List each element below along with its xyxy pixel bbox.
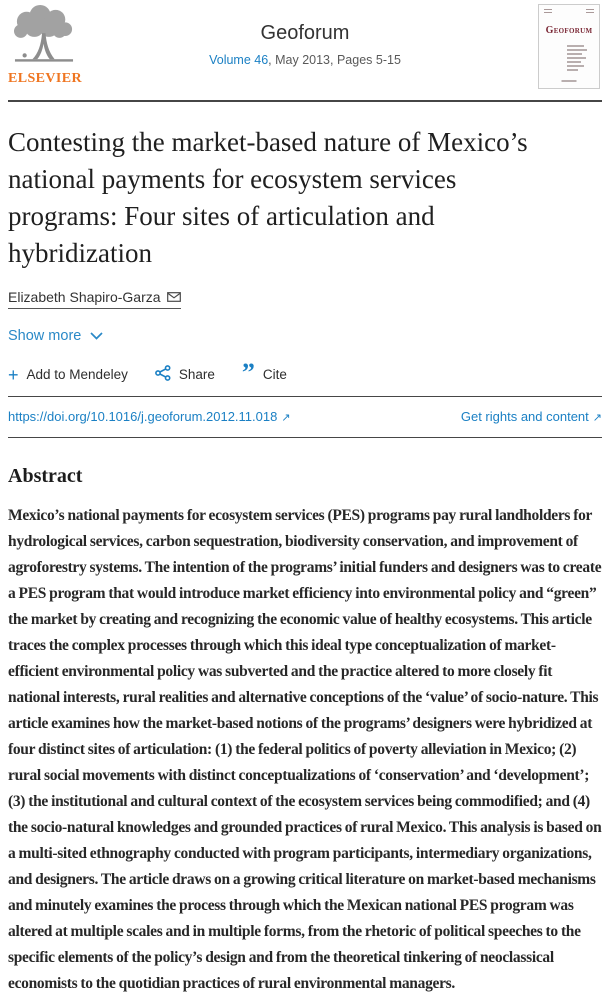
plus-icon: + [8,364,19,385]
cite-quote-icon: ” [241,358,255,387]
chevron-down-icon [90,328,103,344]
doi-text: https://doi.org/10.1016/j.geoforum.2012.11.018 [8,409,278,424]
author-link[interactable] [8,289,181,309]
cite-label: Cite [262,367,287,382]
elsevier-logo[interactable] [8,5,83,87]
article-actions [8,358,602,387]
journal-header-center [209,22,401,67]
journal-cover-thumbnail[interactable] [538,4,600,89]
author-row [8,289,602,309]
envelope-icon[interactable] [167,289,181,305]
journal-title-link[interactable]: Geoforum [260,22,350,44]
doi-row [8,397,602,437]
share-label: Share [178,367,215,382]
cover-masthead-marks [539,5,599,14]
journal-banner [8,0,602,100]
doi-divider [8,437,602,438]
add-to-mendeley-label: Add to Mendeley [26,367,128,382]
abstract-section [8,465,602,997]
get-rights-text: Get rights and content [460,409,589,424]
cover-footer-mark [562,80,577,82]
abstract-heading: Abstract [8,465,83,487]
show-more-label: Show more [8,328,82,344]
elsevier-tree-icon [13,52,75,69]
get-rights-link[interactable] [461,409,602,424]
header-divider [8,100,602,102]
abstract-text: Mexico’s national payments for ecosystem services (PES) programs pay rural landholders for hydrological services, carbon sequestration, biodiversity conservation, and improvement of agroforestry systems. The intention of the programs’ initial funders and designers was to create a PES program that would introduce market efficiency into environmental policy and “green” the market by creating and recognizing the economic value of healthy ecosystems. This article traces the complex processes through which this ideal type conceptualization of market-efficient environmental policy was subverted and the practice altered to more closely fit national interests, rural realities and alternative conceptions of the ‘value’ of socio-nature. This article examines how the market-based notions of the programs’ designers were hybridized at four distinct sites of articulation: (1) the federal politics of poverty alleviation in Mexico; (2) rural social movements with distinct conceptualizations of ‘conservation’ and ‘development’; (3) the institutional and cultural context of the ecosystem services being commodified; and (4) the socio-natural knowledges and grounded practices of rural Mexico. This analysis is based on a multi-sited ethnography conducted with program participants, intermediary organizations, and designers. The article draws on a growing critical literature on market-based mechanisms and minutely examines the process through which the Mexican national PES program was altered at multiple scales and in multiple forms, from the rhetoric of political speeches to the specific elements of the policy’s design and from the theoretical tinkering of neoclassical economists to the quotidian practices of rural environmental managers. [8,507,602,992]
share-icon [155,365,171,384]
author-name: Elizabeth Shapiro-Garza [8,289,161,305]
article-title: Contesting the market-based nature of Mexico’s national payments for ecosystem services programs: Four sites of articulation and hybridization [8,127,528,268]
volume-link[interactable]: Volume 46 [209,53,269,67]
external-link-icon: ↗ [592,412,602,424]
cite-button[interactable] [241,358,287,387]
cover-text-lines [567,45,589,71]
issue-info [209,53,401,67]
doi-link[interactable] [8,409,291,424]
elsevier-wordmark: ELSEVIER [8,71,83,86]
external-link-icon: ↗ [281,412,291,424]
add-to-mendeley-button[interactable] [8,364,128,385]
show-more-button[interactable] [8,328,103,344]
share-button[interactable] [155,365,215,384]
issue-info-text: , May 2013, Pages 5-15 [268,53,401,67]
cover-journal-title: Geoforum [545,25,593,36]
